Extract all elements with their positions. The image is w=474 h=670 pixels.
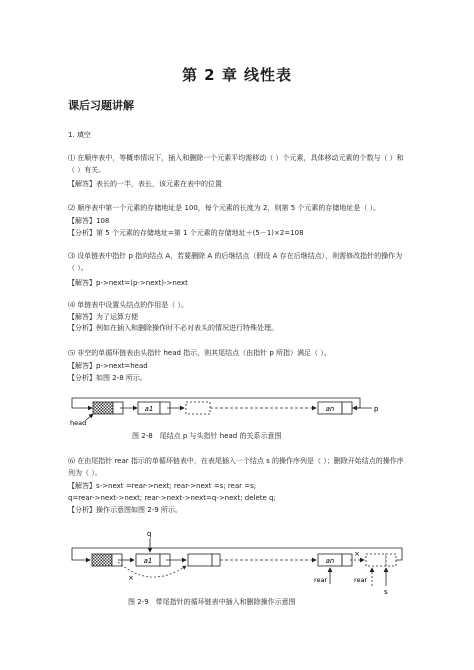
fig2-label-a1: a1 [143, 557, 153, 565]
svg-text:×: × [128, 574, 134, 582]
analysis-4: 【分析】例如在插入和删除操作时不必对表头的情况进行特殊处理。 [68, 324, 278, 332]
figure-2-8-caption: 图 2-8 尾结点 p 与头指针 head 的关系示意图 [132, 432, 282, 440]
figure-2-9 [72, 530, 402, 596]
fig2-label-rear-2: rear [354, 576, 368, 584]
answer-2: 【解答】108 [68, 217, 110, 225]
question-6: ⑹ 在由尾指针 rear 指示的单循环链表中，在表尾插入一个结点 s 的操作序列是（ ）；删除开始结点的操作序列为（ ）。 [68, 457, 404, 477]
analysis-6: 【分析】操作示意图如图 2-9 所示。 [68, 506, 182, 514]
fig2-label-rear: rear [314, 576, 328, 584]
label-a1: a1 [144, 405, 154, 413]
label-an: an [325, 405, 335, 413]
svg-text:×: × [354, 550, 360, 558]
head-node [93, 402, 113, 414]
section-heading: 课后习题讲解 [68, 99, 134, 112]
answer-4: 【解答】为了运算方便 [68, 313, 138, 321]
fig2-label-an: an [325, 557, 335, 565]
fig2-label-q: q [147, 530, 152, 538]
answer-3: 【解答】p->next=(p->next)->next [68, 279, 188, 287]
subsection-label: 1. 填空 [68, 131, 91, 139]
answer-6: 【解答】s->next =rear->next; rear->next =s; rear =s; [68, 482, 257, 490]
answer-1: 【解答】表长的一半，表长，该元素在表中的位置 [68, 180, 222, 188]
question-2: ⑵ 顺序表中第一个元素的存储地址是 100，每个元素的长度为 2，则第 5 个元素的存储地址是（ ）。 [68, 204, 381, 212]
question-5: ⑸ 非空的单循环链表由头指针 head 指示，则其尾结点（由指针 p 所指）满足（ ）。 [68, 349, 331, 357]
chapter-title: 第 2 章 线性表 [181, 66, 293, 84]
figure-2-9-caption: 图 2-9 带尾指针的循环链表中插入和删除操作示意图 [128, 598, 296, 606]
analysis-2: 【分析】第 5 个元素的存储地址=第 1 个元素的存储地址＋(5－1)×2=108 [68, 229, 304, 237]
label-p: p [374, 405, 379, 413]
answer-5: 【解答】p->next=head [68, 362, 148, 370]
label-head: head [70, 419, 87, 427]
question-3: ⑶ 设单链表中指针 p 指向结点 A，若要删除 A 的后继结点（假设 A 存在后继结点），则需修改指针的操作为（ ）。 [68, 252, 403, 272]
analysis-5: 【分析】如图 2-8 所示。 [68, 374, 147, 382]
question-4: ⑷ 单链表中设置头结点的作用是（ ）。 [68, 301, 188, 309]
fig2-label-s: s [384, 588, 388, 596]
answer-6-line-2: q=rear->next->next; rear->next->next=q->next; delete q; [68, 494, 276, 502]
question-1: ⑴ 在顺序表中，等概率情况下，插入和删除一个元素平均需移动（ ）个元素，具体移动元素的个数与（ ）和（ ）有关。 [68, 154, 404, 174]
